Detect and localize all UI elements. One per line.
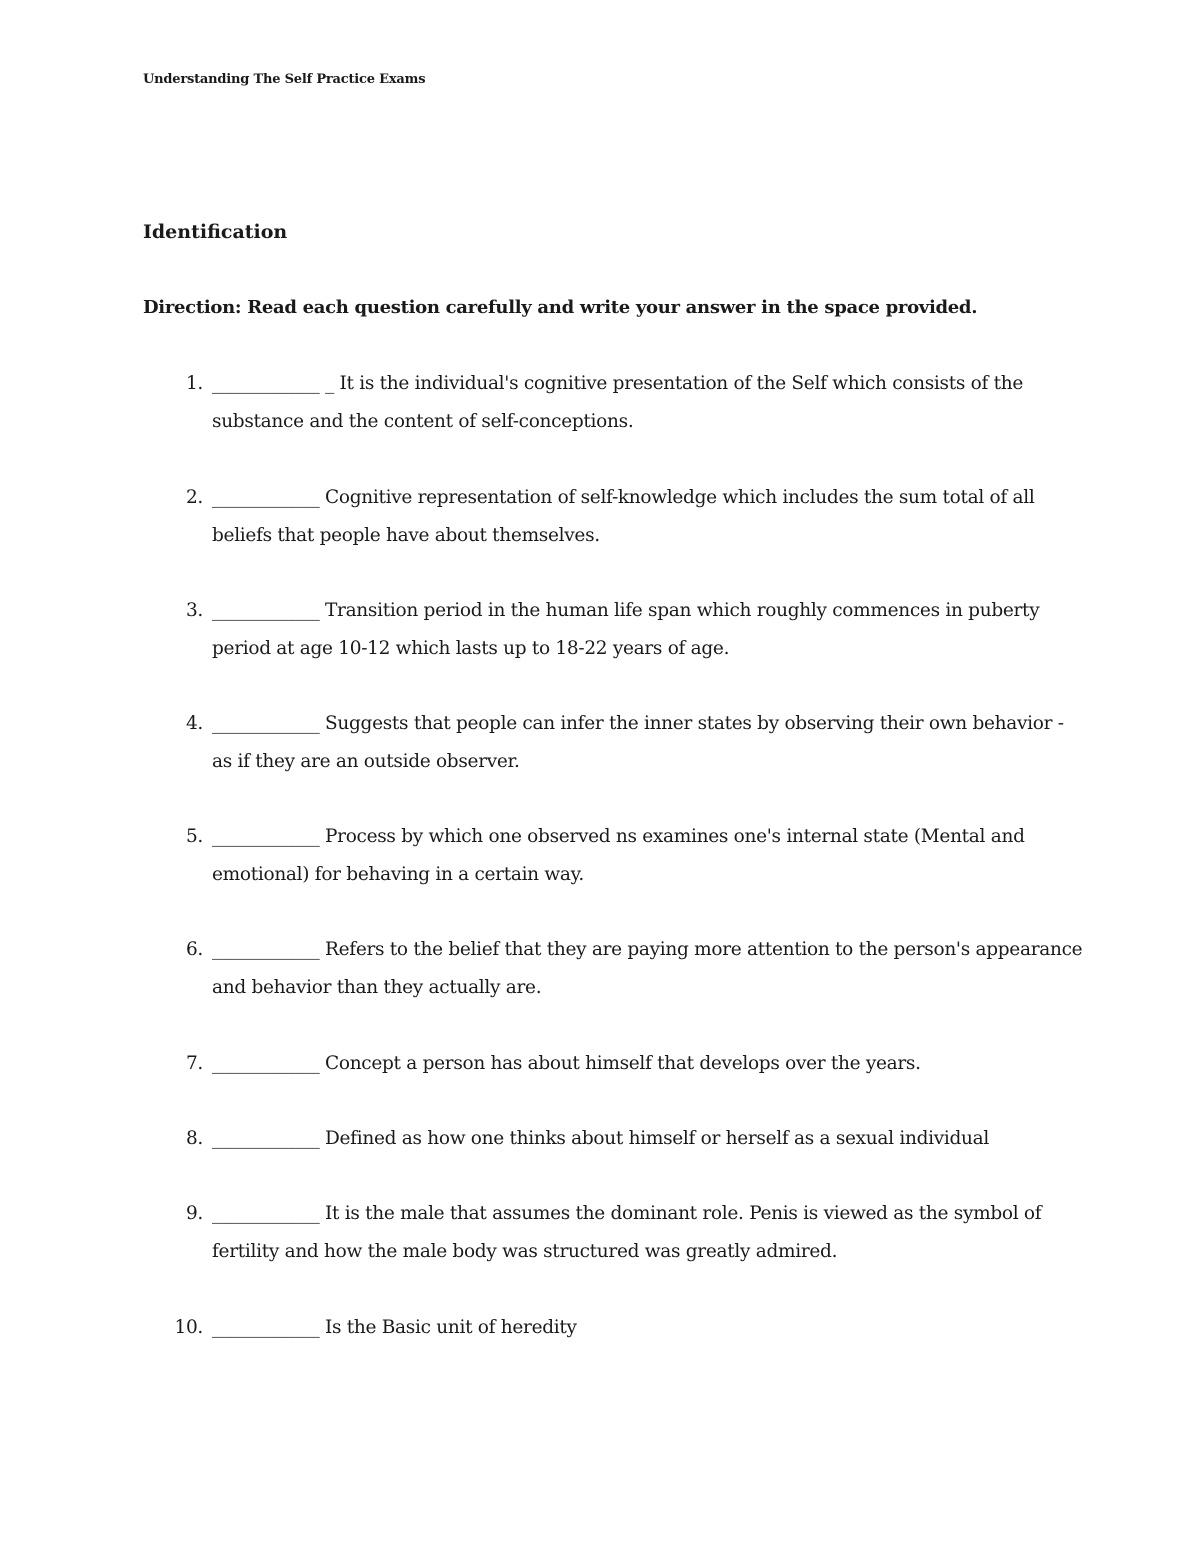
question-number: 10. — [174, 1317, 203, 1338]
question-number: 2. — [185, 487, 203, 508]
question-number: 9. — [185, 1203, 203, 1224]
question-item-10 — [143, 1309, 1083, 1347]
question-text: Defined as how one thinks about himself or herself as a sexual individual — [325, 1128, 990, 1149]
question-text: Is the Basic unit of heredity — [325, 1317, 577, 1338]
question-item-4 — [143, 705, 1083, 781]
answer-blank: ____________ _ — [212, 373, 334, 394]
question-text: Concept a person has about himself that develops over the years. — [325, 1053, 921, 1074]
question-item-9 — [143, 1195, 1083, 1271]
question-number: 5. — [185, 826, 203, 847]
answer-blank: ____________ — [212, 826, 320, 847]
answer-blank: ____________ — [212, 1128, 320, 1149]
question-number: 1. — [185, 373, 203, 394]
question-text: It is the individual's cognitive presentation of the Self which consists of the substance and the content of self-conceptions. — [212, 373, 1024, 432]
question-number: 4. — [185, 713, 203, 734]
answer-blank: ____________ — [212, 1203, 320, 1224]
question-item-1 — [143, 365, 1083, 441]
direction-text: Direction: Read each question carefully and write your answer in the space provided. — [143, 297, 978, 318]
answer-blank: ____________ — [212, 1317, 320, 1338]
section-title: Identification — [143, 221, 288, 243]
question-text: Cognitive representation of self-knowledge which includes the sum total of all beliefs that people have about themselves. — [212, 487, 1035, 546]
question-item-2 — [143, 479, 1083, 555]
question-text: It is the male that assumes the dominant role. Penis is viewed as the symbol of fertility and how the male body was structured was greatly admired. — [212, 1203, 1042, 1262]
question-text: Suggests that people can infer the inner states by observing their own behavior - as if they are an outside observer. — [212, 713, 1064, 772]
question-text: Process by which one observed ns examines one's internal state (Mental and emotional) for behaving in a certain way. — [212, 826, 1025, 885]
question-number: 6. — [185, 939, 203, 960]
question-item-6 — [143, 931, 1083, 1007]
answer-blank: ____________ — [212, 487, 320, 508]
question-number: 7. — [185, 1053, 203, 1074]
answer-blank: ____________ — [212, 939, 320, 960]
question-item-5 — [143, 818, 1083, 894]
question-text: Refers to the belief that they are paying more attention to the person's appearance and behavior than they actually are. — [212, 939, 1083, 998]
question-item-8 — [143, 1120, 1083, 1158]
answer-blank: ____________ — [212, 713, 320, 734]
question-number: 3. — [185, 600, 203, 621]
question-text: Transition period in the human life span which roughly commences in puberty period at age 10-12 which lasts up to 18-22 years of age. — [212, 600, 1040, 659]
question-item-3 — [143, 592, 1083, 668]
answer-blank: ____________ — [212, 1053, 320, 1074]
answer-blank: ____________ — [212, 600, 320, 621]
question-item-7 — [143, 1045, 1083, 1083]
question-number: 8. — [185, 1128, 203, 1149]
running-header: Understanding The Self Practice Exams — [143, 72, 426, 87]
